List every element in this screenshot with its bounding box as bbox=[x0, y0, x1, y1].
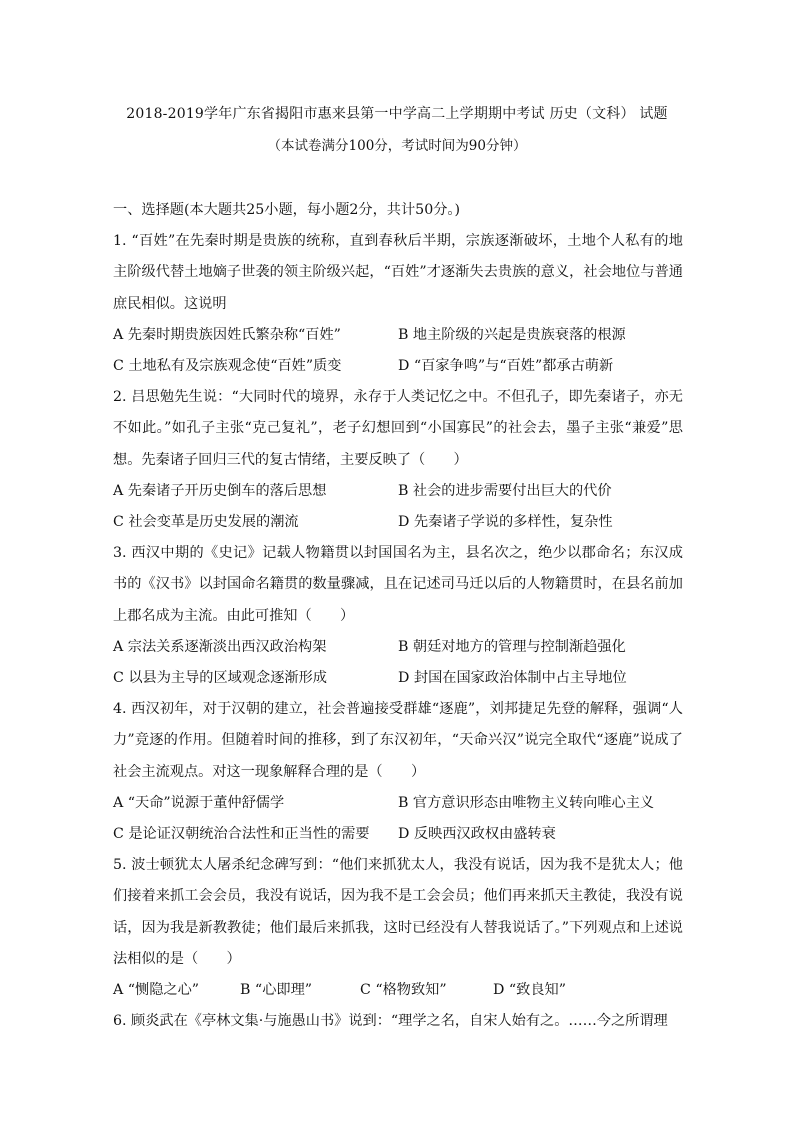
question-5-stem: 5. 波士顿犹太人屠杀纪念碑写到：“他们来抓犹太人，我没有说话，因为我不是犹太人；他们接着来抓工会会员，我没有说话，因为我不是工会会员；他们再来抓天主教徒，我没有说话，因为我是新教教徒；他们最后来抓我，这时已经没有人替我说话了。”下列观点和上述说法相似的是（ ） bbox=[113, 857, 683, 967]
option-d: D “致良知” bbox=[493, 982, 566, 999]
option-a: A 先秦时期贵族因姓氏繁杂称“百姓” bbox=[113, 326, 341, 343]
question-5-options bbox=[113, 975, 683, 1006]
question-3-stem: 3. 西汉中期的《史记》记载人物籍贯以封国国名为主，县名次之，绝少以郡命名；东汉成书的《汉书》以封国命名籍贯的数量骤减，且在记述司马迁以后的人物籍贯时，在县名前加上郡名成为主流。由此可推知（ ） bbox=[113, 545, 683, 624]
option-c: C 社会变革是历史发展的潮流 bbox=[113, 514, 299, 531]
option-c: C 土地私有及宗族观念使“百姓”质变 bbox=[113, 358, 342, 375]
question-2-options bbox=[113, 507, 683, 538]
option-b: B “心即理” bbox=[240, 982, 313, 999]
option-b: B 朝廷对地方的管理与控制渐趋强化 bbox=[398, 638, 626, 655]
option-a: A 宗法关系逐渐淡出西汉政治构架 bbox=[113, 638, 327, 655]
option-a: A “恻隐之心” bbox=[113, 982, 200, 999]
option-a: A 先秦诸子开历史倒车的落后思想 bbox=[113, 482, 327, 499]
option-b: B 官方意识形态由唯物主义转向唯心主义 bbox=[398, 794, 655, 811]
question-3-options bbox=[113, 632, 683, 663]
question-3-options bbox=[113, 663, 683, 694]
option-a: A “天命”说源于董仲舒儒学 bbox=[113, 794, 285, 811]
question-4-options bbox=[113, 788, 683, 819]
option-c: C 以县为主导的区域观念逐渐形成 bbox=[113, 670, 327, 687]
question-4-stem: 4. 西汉初年，对于汉朝的建立，社会普遍接受群雄“逐鹿”，刘邦捷足先登的解释，强调“人力”竞逐的作用。但随着时间的推移，到了东汉初年，“天命兴汉”说完全取代“逐鹿”说成了社会主流观点。对这一现象解释合理的是（ ） bbox=[113, 701, 683, 780]
section-heading: 一、选择题(本大题共25小题，每小题2分，共计50分。) bbox=[113, 202, 461, 218]
question-2-options bbox=[113, 476, 683, 507]
exam-subtitle: （本试卷满分100分，考试时间为90分钟） bbox=[267, 138, 527, 154]
question-1-stem: 1. “百姓”在先秦时期是贵族的统称，直到春秋后半期，宗族逐渐破坏，土地个人私有的地主阶级代替土地嫡子世袭的领主阶级兴起，“百姓”才逐渐失去贵族的意义，社会地位与普通庶民相似。这说明 bbox=[113, 233, 683, 312]
option-c: C 是论证汉朝统治合法性和正当性的需要 bbox=[113, 826, 370, 843]
option-c: C “格物致知” bbox=[360, 982, 447, 999]
option-d: D “百家争鸣”与“百姓”都承古萌新 bbox=[398, 358, 614, 375]
question-2-stem: 2. 吕思勉先生说：“大同时代的境界，永存于人类记忆之中。不但孔子，即先秦诸子，亦无不如此。”如孔子主张“克己复礼”，老子幻想回到“小国寡民”的社会去，墨子主张“兼爱”思想。先秦诸子回归三代的复古情绪，主要反映了（ ） bbox=[113, 389, 683, 468]
option-d: D 封国在国家政治体制中占主导地位 bbox=[398, 670, 627, 687]
question-6-stem: 6. 顾炎武在《亭林文集·与施愚山书》说到：“理学之名，自宋人始有之。……今之所谓理 bbox=[113, 1013, 668, 1030]
option-b: B 社会的进步需要付出巨大的代价 bbox=[398, 482, 612, 499]
option-d: D 先秦诸子学说的多样性，复杂性 bbox=[398, 514, 613, 531]
question-1-options bbox=[113, 351, 683, 382]
question-1-options bbox=[113, 320, 683, 351]
exam-title: 2018-2019学年广东省揭阳市惠来县第一中学高二上学期期中考试 历史（文科） 试题 bbox=[126, 106, 668, 122]
option-b: B 地主阶级的兴起是贵族衰落的根源 bbox=[398, 326, 626, 343]
exam-content bbox=[113, 195, 683, 1037]
option-d: D 反映西汉政权由盛转衰 bbox=[398, 826, 556, 843]
question-4-options bbox=[113, 819, 683, 850]
